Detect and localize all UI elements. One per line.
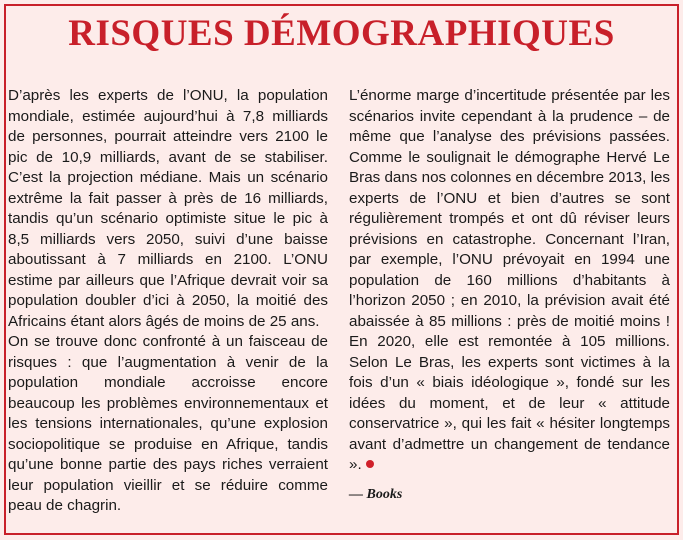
left-column	[8, 86, 328, 517]
paragraph-left-1: D’après les experts de l’ONU, la population mondiale, estimée aujourd’hui à 7,8 milliards de personnes, pourrait atteindre vers 2100 le pic de 10,9 milliards, avant de se stabiliser. C’est la projection médiane. Mais un scénario extrême la fait passer à près de 16 milliards, tandis qu’un scénario optimiste situe le pic à 8,5 milliards vers 2050, suivi d’une baisse aboutissant à 7 milliards en 2100. L’ONU estime par ailleurs que l’Afrique devrait voir sa population doubler d’ici à 2050, la moitié des Africains étant alors âgés de moins de 25 ans.	[8, 87, 328, 330]
article-title: RISQUES DÉMOGRAPHIQUES	[68, 13, 615, 54]
paragraph-right-text: L’énorme marge d’incertitude présentée par les scénarios invite cependant à la prudence – de même que l’analyse des prévisions passées. Comme le soulignait le démographe Hervé Le Bras dans nos colonnes en décembre 2013, les experts de l’ONU et bien d’autres se sont régulièrement trompés et ont dû réviser leurs prévisions en catastrophe. Concernant l’Iran, par exemple, l’ONU prévoyait en 1994 une population de 160 millions d’habitants à l’horizon 2050 ; en 2010, la prévision avait été abaissée à 85 millions : près de moitié moins ! En 2020, elle est remontée à 105 millions. Selon Le Bras, les experts sont victimes à la fois d’un « biais idéologique », fondé sur les idées du moment, et de leur « attitude conservatrice », qui les fait « hésiter longtemps avant d’admettre un changement de tendance ».	[349, 87, 670, 473]
end-mark-dot-icon	[366, 460, 374, 468]
right-column	[349, 86, 670, 476]
paragraph-left-2: On se trouve donc confronté à un faisceau de risques : que l’augmentation à venir de la population mondiale accroisse encore beaucoup les problèmes environnementaux et les tensions internationales, qu’une explosion sociopolitique se produise en Afrique, tandis qu’une bonne partie des pays riches verraient leur population vieillir et se réduire comme peau de chagrin.	[8, 333, 328, 514]
article-signature: — Books	[349, 487, 403, 502]
paragraph-right	[349, 86, 670, 476]
